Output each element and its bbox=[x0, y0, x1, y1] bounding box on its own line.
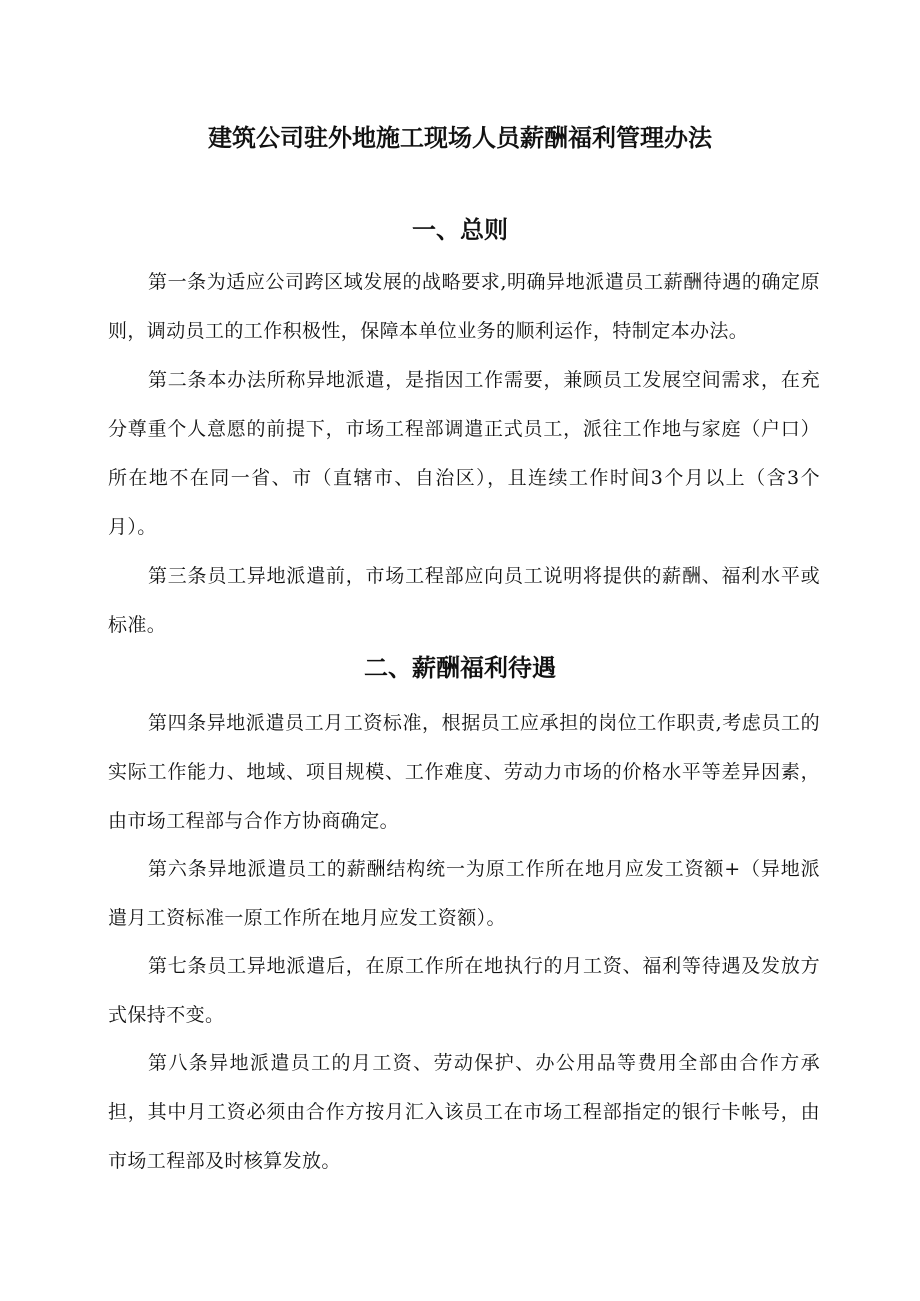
article-2-paragraph: 第二条本办法所称异地派遣，是指因工作需要，兼顾员工发展空间需求，在充分尊重个人意愿的前提下，市场工程部调遣正式员工，派往工作地与家庭（户口）所在地不在同一省、市（直辖市、自治区），且连续工作时间3个月以上（含3个月）。 bbox=[108, 369, 820, 538]
article-3-paragraph: 第三条员工异地派遣前，市场工程部应向员工说明将提供的薪酬、福利水平或标准。 bbox=[108, 565, 820, 636]
article-7-paragraph: 第七条员工异地派遣后，在原工作所在地执行的月工资、福利等待遇及发放方式保持不变。 bbox=[108, 955, 820, 1026]
article-8-paragraph: 第八条异地派遣员工的月工资、劳动保护、办公用品等费用全部由合作方承担，其中月工资必须由合作方按月汇入该员工在市场工程部指定的银行卡帐号，由市场工程部及时核算发放。 bbox=[108, 1052, 820, 1172]
section-heading-general: 一、总则 bbox=[412, 216, 508, 244]
article-4-paragraph: 第四条异地派遣员工月工资标准，根据员工应承担的岗位工作职责,考虑员工的实际工作能力、地域、项目规模、工作难度、劳动力市场的价格水平等差异因素，由市场工程部与合作方协商确定。 bbox=[108, 712, 820, 832]
article-1-paragraph: 第一条为适应公司跨区域发展的战略要求,明确异地派遣员工薪酬待遇的确定原则，调动员工的工作积极性，保障本单位业务的顺利运作，特制定本办法。 bbox=[108, 271, 820, 342]
article-6-paragraph: 第六条异地派遣员工的薪酬结构统一为原工作所在地月应发工资额+（异地派遣月工资标准一原工作所在地月应发工资额）。 bbox=[108, 858, 820, 929]
document-title: 建筑公司驻外地施工现场人员薪酬福利管理办法 bbox=[208, 124, 712, 152]
section-heading-compensation: 二、薪酬福利待遇 bbox=[364, 654, 556, 682]
